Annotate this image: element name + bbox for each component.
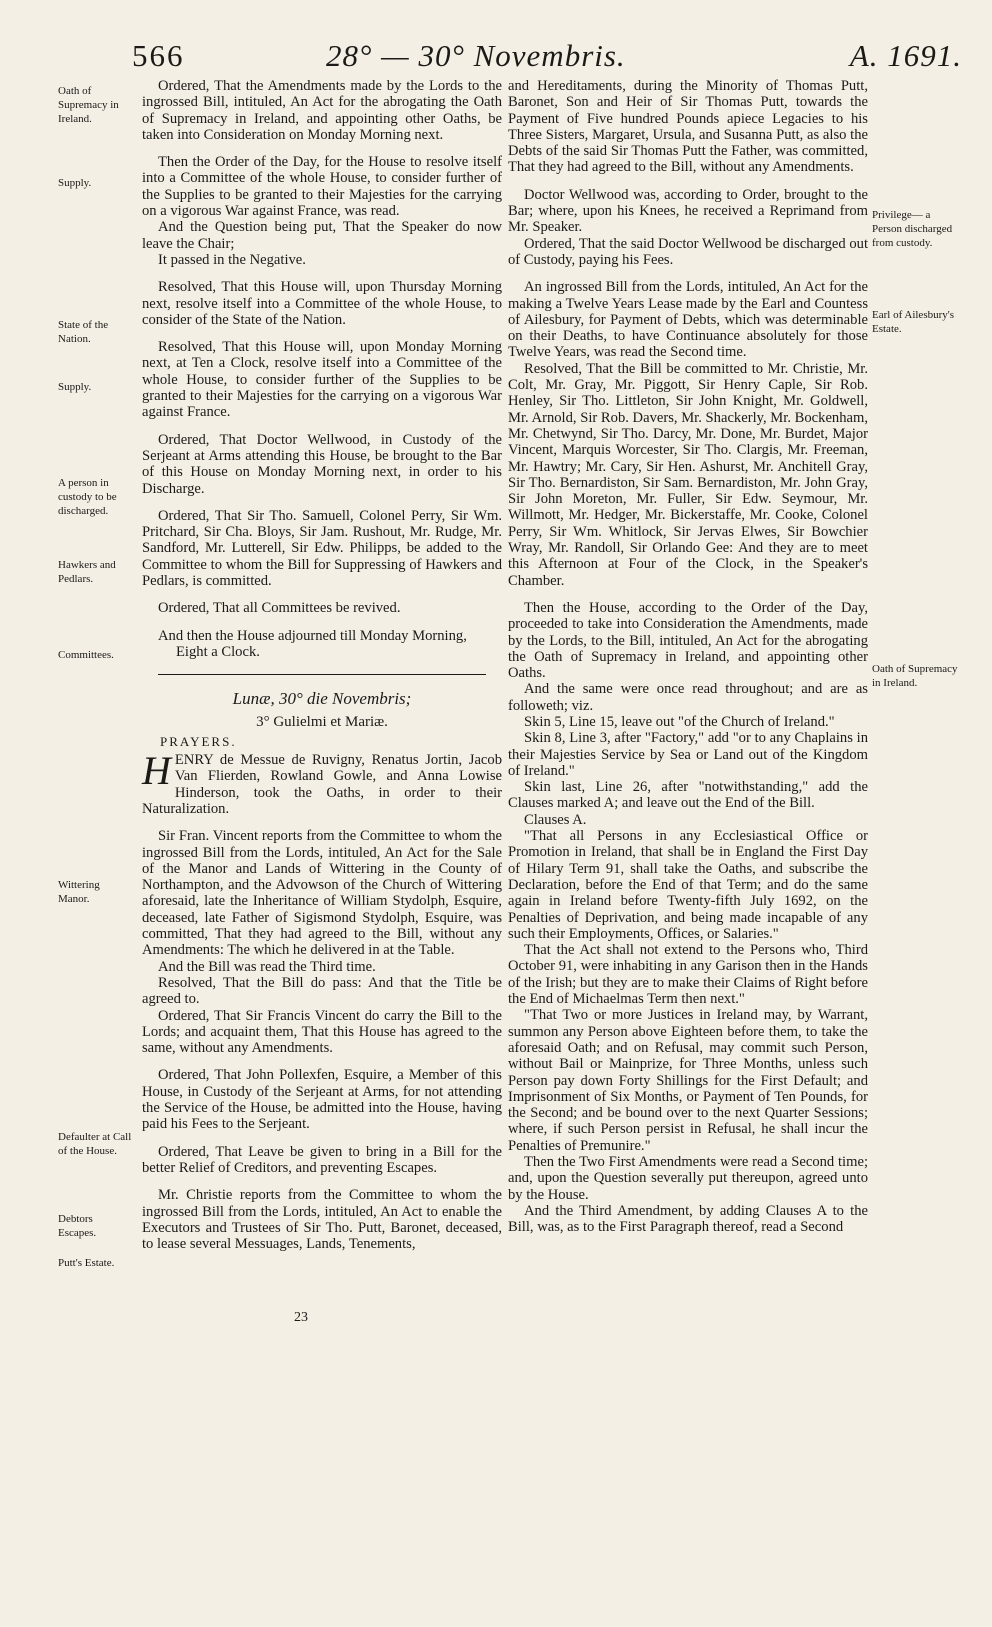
paragraph: Ordered, That Sir Tho. Samuell, Colonel Perry, Sir Wm. Pritchard, Sir Cha. Bloys, Sir Jam. Rushout, Mr. Rudge, Mr. Sandford, Mr. Lutterell, Sir Edw. Philipps, be added to the Committee to whom the Bill for Suppressing of Hawkers and Pedlars, is committed. — [142, 507, 502, 590]
regnal-year: 3° Gulielmi et Mariæ. — [256, 713, 388, 730]
paragraph: And the Question being put, That the Speaker do now leave the Chair; — [142, 219, 502, 252]
running-title: 28° — 30° Novembris. — [326, 38, 626, 73]
margin-note-committees: Committees. — [58, 649, 114, 661]
paragraph: Ordered, That Doctor Wellwood, in Custody of the Serjeant at Arms attending this House, be brought to the Bar of this House on Monday Morning next, in order to his Discharge. — [142, 431, 502, 497]
margin-note-hawkers: Hawkers and Pedlars. — [58, 559, 116, 585]
right-column — [508, 78, 868, 1235]
paragraph: Doctor Wellwood was, according to Order, brought to the Bar; where, upon his Knees, he received a Reprimand from Mr. Speaker. — [508, 186, 868, 236]
adjournment: And then the House adjourned till Monday Morning, Eight a Clock. — [158, 627, 467, 660]
paragraph: Ordered, That Sir Francis Vincent do carry the Bill to the Lords; and acquaint them, That this House has agreed to the same, without any Amendments. — [142, 1007, 502, 1057]
margin-note-wittering: Wittering Manor. — [58, 879, 100, 905]
paragraph: And the Third Amendment, by adding Clauses A to the Bill, was, as to the First Paragraph thereof, read a Second — [508, 1202, 868, 1236]
margin-note-supply-2: Supply. — [58, 381, 92, 393]
paragraph: Ordered, That John Pollexfen, Esquire, a Member of this House, in Custody of the Serjeant at Arms, for not attending the Service of the House, be admitted into the House, having paid his Fees to the Serjeant. — [142, 1067, 502, 1133]
day-title: Lunæ, 30° die Novembris; — [232, 689, 412, 709]
margin-note-supply: Supply. — [58, 177, 92, 189]
paragraph: That the Act shall not extend to the Persons who, Third October 91, were inhabiting in any Garison then in the Hands of the Irish; but they are to make their Claims of Right before the End of Michaelmas Term then next." — [508, 942, 868, 1008]
paragraph: Then the Order of the Day, for the House to resolve itself into a Committee of the whole House, to consider further of the Supplies to be granted to their Majesties for the carrying on a vigorous War against France, was read. — [142, 154, 502, 220]
page-header — [126, 36, 962, 82]
signature-mark: 23 — [294, 1310, 308, 1325]
left-column — [142, 78, 502, 1263]
paragraph: Clauses A. — [524, 811, 587, 828]
paragraph: "That Two or more Justices in Ireland may, by Warrant, summon any Person above Eighteen before them, to take the aforesaid Oath; and on Refusal, may commit such Person, without Bail or Mainprize, for Three Months, unless such Person pay down Forty Shillings for the First Default; and Imprisonment of Six Months, or Payment of Ten Pounds, for the Second; and be bound over to the next Quarter Sessions; where, if such Person persist in Refusal, he shall incur the Penalties of Premunire." — [508, 1007, 868, 1154]
paragraph: Resolved, That this House will, upon Monday Morning next, at Ten a Clock, resolve itself into a Committee of the whole House, to consider further of the Supplies to be granted to their Majesties for the carrying on a vigorous War against France. — [142, 339, 502, 421]
paragraph: Ordered, That the said Doctor Wellwood be discharged out of Custody, paying his Fees. — [508, 235, 868, 268]
paragraph: Ordered, That all Committees be revived. — [158, 600, 401, 617]
paragraph: Ordered, That Leave be given to bring in a Bill for the better Relief of Creditors, and preventing Escapes. — [142, 1143, 502, 1176]
margin-note-oath-2: Oath of Supremacy in Ireland. — [872, 663, 958, 689]
paragraph: Then the House, according to the Order of the Day, proceeded to take into Consideration the Amendments, made by the Lords, to the Bill, intituled, An Act for the abrogating the Oath of Supremacy in Ireland, and appointing other Oaths. — [508, 599, 868, 682]
page-number: 566 — [132, 38, 185, 73]
header-year: A. 1691. — [849, 38, 962, 73]
prayers-heading: PRAYERS. — [160, 733, 237, 749]
margin-note-debtors: Debtors Escapes. — [58, 1213, 97, 1239]
paragraph: Skin 5, Line 15, leave out "of the Church of Ireland." — [524, 713, 835, 730]
paragraph: "That all Persons in any Ecclesiastical Office or Promotion in Ireland, that shall be in England the First Day of Hilary Term 91, shall take the Oaths, and subscribe the Declaration, before the End of that Term; and do the same again in Ireland before Twenty-fifth July 1692, on the Penalties of Deprivation, and being made incapable of any such their Employments, Offices, or Salaries." — [508, 828, 868, 942]
paragraph: Skin 8, Line 3, after "Factory," add "or to any Chaplains in their Majesties Service by Sea or Land out of the Kingdom of Ireland." — [508, 730, 868, 779]
paragraph: And the Bill was read the Third time. — [158, 958, 376, 975]
margin-note-oath: Oath of Supremacy in Ireland. — [58, 85, 119, 125]
paragraph: Resolved, That this House will, upon Thursday Morning next, resolve itself into a Committee of the whole House, to consider of the State of the Nation. — [142, 279, 502, 328]
paragraph: And the same were once read throughout; and are as followeth; viz. — [508, 681, 868, 714]
margin-note-defaulter: Defaulter at Call of the House. — [58, 1131, 132, 1157]
margin-note-putt: Putt's Estate. — [58, 1257, 115, 1269]
paragraph: Resolved, That the Bill do pass: And that the Title be agreed to. — [142, 974, 502, 1008]
paragraph: It passed in the Negative. — [158, 251, 306, 268]
margin-note-custody: A person in custody to be discharged. — [58, 477, 117, 517]
paragraph: Skin last, Line 26, after "notwithstanding," add the Clauses marked A; and leave out the End of the Bill. — [508, 779, 868, 812]
paragraph: Sir Fran. Vincent reports from the Committee to whom the ingrossed Bill from the Lords, intituled, An Act for the Sale of the Manor and Lands of Wittering in the County of Northampton, and the Advowson of the Church of Wittering aforesaid, late the Inheritance of William Stydolph, Esquire, deceased, late Father of Sigismond Stydolph, Esquire, was committed, That they had agreed to the Bill, without any Amendments: The which he delivered in at the Table. — [142, 828, 502, 959]
paragraph: and Hereditaments, during the Minority of Thomas Putt, Baronet, Son and Heir of Sir Thomas Putt, towards the Payment of Five hundred Pounds apiece Legacies to his Three Sisters, Margaret, Ursula, and Susanna Putt, as also the Debts of the said Sir Thomas Putt the Father, was committed, That they had agreed to the Bill, without any Amendments. — [508, 78, 868, 176]
paragraph: ENRY de Messue de Ruvigny, Renatus Jortin, Jacob Van Flierden, Rowland Gowle, and Anna Lowise Hinderson, took the Oaths, in order to their Naturalization. — [142, 752, 502, 817]
drop-cap: H — [142, 748, 171, 794]
section-rule — [158, 674, 486, 675]
margin-note-state-nation: State of the Nation. — [58, 319, 109, 345]
paragraph: An ingrossed Bill from the Lords, intituled, An Act for the making a Twelve Years Lease made by the Earl and Countess of Ailesbury, for Payment of Debts, which was determinable on their Deaths, to have Continuance absolutely for those Twelve Years, was read the Second time. — [508, 279, 868, 361]
paragraph: Then the Two First Amendments were read a Second time; and, upon the Question severally put thereupon, agreed unto by the House. — [508, 1154, 868, 1203]
paragraph: Mr. Christie reports from the Committee to whom the ingrossed Bill from the Lords, intituled, An Act to enable the Executors and Trustees of Sir Tho. Putt, Baronet, deceased, to lease several Messuages, Lands, Tenements, — [142, 1187, 502, 1253]
paragraph: Resolved, That the Bill be committed to Mr. Christie, Mr. Colt, Mr. Gray, Mr. Piggott, Sir Henry Caple, Sir Rob. Henley, Sir Tho. Littleton, Sir John Knight, Mr. Goldwell, Mr. Arnold, Sir Rob. Davers, Mr. Shackerly, Mr. Bockenham, Mr. Chetwynd, Sir Tho. Darcy, Mr. Done, Mr. Burdet, Major Vincent, Marquis Worcester, Sir Tho. Clargis, Mr. Freeman, Mr. Hawtry; Mr. Cary, Sir Hen. Ashurst, Mr. Anchitell Gray, Sir Tho. Bernardiston, Sir Sam. Bernardiston, Mr. John Gray, Sir John Moreton, Mr. Fuller, Sir Edw. Seymour, Mr. Willmott, Mr. Hedger, Mr. Bickerstaffe, Mr. Cooke, Colonel Perry, Sir Wm. Whitlock, Sir Jervas Elwes, Sir Bowchier Wray, Mr. Randoll, Sir Orlando Gee: And they are to meet this Afternoon at Four of the Clock, in the Speaker's Chamber. — [508, 360, 868, 589]
paragraph: Ordered, That the Amendments made by the Lords to the ingrossed Bill, intituled, An Act for the abrogating the Oath of Supremacy in Ireland, and appointing other Oaths, be taken into Consideration on Monday Morning next. — [142, 78, 502, 143]
margin-note-privilege: Privilege— a Person discharged from custody. — [872, 209, 953, 249]
margin-note-ailesbury: Earl of Ailesbury's Estate. — [872, 309, 955, 335]
